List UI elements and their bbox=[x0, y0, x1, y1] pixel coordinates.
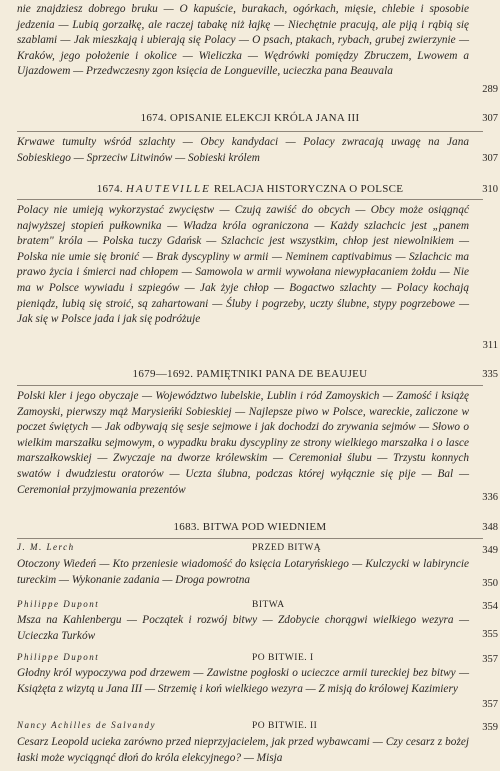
page-number: 335 bbox=[482, 369, 498, 380]
heading-year: 1674. bbox=[96, 183, 123, 195]
author-name: Philippe Dupont bbox=[17, 652, 100, 662]
section-heading bbox=[0, 183, 500, 195]
subsection-heading: PRZED BITWĄ bbox=[252, 543, 322, 553]
entry-summary: Polski kler i jego obyczaje — Województwo lubelskie, Lublin i ród Zamoyskich — Zamość i książę Zamoyski, pierwszy mąż Marysieńki Sobieskiej — Najlepsze piwo w Polsce, wareckie, zaliczone w poczet świętych — Jak odbywają się sesje sejmowe i jak dochodzi do zrywania sejmów — Słowo o wielkim marszałku sejmowym, o wypadku braku dyscypliny ze strony wielkiego marszałka i o lasce marszałkowskiej — Zwyczaje na dworze królewskim — Ceremoniał ślubu — Trzystu konnych swatów i dwudziestu oratorów — Uczta ślubna, podczas której wyłącznie się pije — Bal — Ceremoniał przyjmowania prezentów bbox=[17, 390, 469, 496]
page-number: 357 bbox=[482, 654, 498, 665]
section-heading: 1674. OPISANIE ELEKCJI KRÓLA JANA III bbox=[140, 112, 360, 124]
entry-summary: Krwawe tumulty wśród szlachty — Obcy kandydaci — Polacy zwracają uwagę na Jana Sobieskiego — Sprzeciw Litwinów — Sobieski królem bbox=[17, 136, 469, 164]
entry-summary: nie znajdziesz dobrego bruku — O kapuście, burakach, ogórkach, mięsie, chlebie i sposobie jedzenia — Lubią gorzałkę, ale raczej tabakę niż łajkę — Niechętnie pracują, ale piją i rąbią się szablami — Jak mieszkają i ubierają się Polacy — O psach, ptakach, rybach, grubej zwierzynie — Kraków, jego położenie i okolice — Wieliczka — Wędrówki pomiędzy Zbruczem, Lwowem a Ujazdowem — Przedwczesny zgon księcia de Longueville, ucieczka pana Beauvala bbox=[17, 3, 469, 78]
author-name: J. M. Lerch bbox=[17, 542, 75, 552]
page-number: 350 bbox=[482, 578, 498, 589]
page-number: 359 bbox=[482, 722, 498, 733]
subsection-heading: BITWA bbox=[252, 600, 285, 610]
author-name: Nancy Achilles de Salvandy bbox=[17, 720, 157, 730]
heading-author: HAUTEVILLE bbox=[126, 183, 211, 195]
divider bbox=[17, 199, 483, 200]
subsection-heading: PO BITWIE. II bbox=[252, 721, 318, 731]
page-number: 354 bbox=[482, 601, 498, 612]
heading-title: RELACJA HISTORYCZNA O POLSCE bbox=[213, 183, 404, 195]
entry-summary: Polacy nie umieją wykorzystać zwycięstw — Czują zawiść do obcych — Obcy może osiągnąć najwyższej stopień pułkownika — Władza króla ograniczona — Każdy szlachcic jest „panem bratem" króla — Polska tuczy Gdańsk — Szlachcic jest wszystkim, chłop jest niewolnikiem — Polska nie umie się bronić — Brak dyscypliny w armii — Neminem captivabimus — Szlachcic ma prawo życia i śmierci nad chłopem — Samowola w armii wywołana niewypłacaniem żołdu — Nie ma w Polsce wywiadu i szpiegów — Jak żyje chłop — Bogactwo szlachty — Polacy kochają pieniądz, lubią się stroić, są zahartowani — Śluby i pogrzeby, uczty ślubne, stypy pogrzebowe — Jak się w Polsce jada i jak się podróżuje bbox=[17, 204, 469, 326]
divider bbox=[17, 131, 483, 132]
section-heading: 1683. BITWA POD WIEDNIEM bbox=[173, 521, 327, 533]
entry-summary: Msza na Kahlenbergu — Początek i rozwój bitwy — Zdobycie chorągwi wielkiego wezyra — Ucieczka Turków bbox=[17, 614, 469, 642]
page-number: 357 bbox=[482, 699, 498, 710]
page-number: 289 bbox=[482, 84, 498, 95]
entry-summary: Otoczony Wiedeń — Kto przeniesie wiadomość do księcia Lotaryńskiego — Kulczycki w labiryncie tureckim — Wykonanie zadania — Droga powrotna bbox=[17, 558, 469, 586]
author-name: Philippe Dupont bbox=[17, 599, 100, 609]
subsection-heading: PO BITWIE. I bbox=[252, 653, 314, 663]
page-number: 311 bbox=[482, 340, 498, 351]
entry-summary: Głodny król wypoczywa pod drzewem — Zawistne pogłoski o ucieczce armii tureckiej bez bitwy — Książęta z wizytą u Jana III — Strzemię i koń wielkiego wezyra — Z misją do królowej Kazimiery bbox=[17, 667, 469, 695]
page-number: 307 bbox=[482, 153, 498, 164]
section-heading: 1679—1692. PAMIĘTNIKI PANA DE BEAUJEU bbox=[132, 368, 368, 380]
page-number: 307 bbox=[482, 113, 498, 124]
entry-summary: Cesarz Leopold ucieka zarówno przed nieprzyjacielem, jak przed wybawcami — Czy cesarz z bożej łaski może wyciągnąć dłoń do króla elekcyjnego? — Misja bbox=[17, 736, 469, 764]
page-number: 348 bbox=[482, 522, 498, 533]
page-number: 336 bbox=[482, 492, 498, 503]
page-number: 310 bbox=[482, 184, 498, 195]
divider bbox=[17, 385, 483, 386]
page-number: 349 bbox=[482, 545, 498, 556]
divider bbox=[17, 538, 483, 539]
page-number: 355 bbox=[482, 629, 498, 640]
